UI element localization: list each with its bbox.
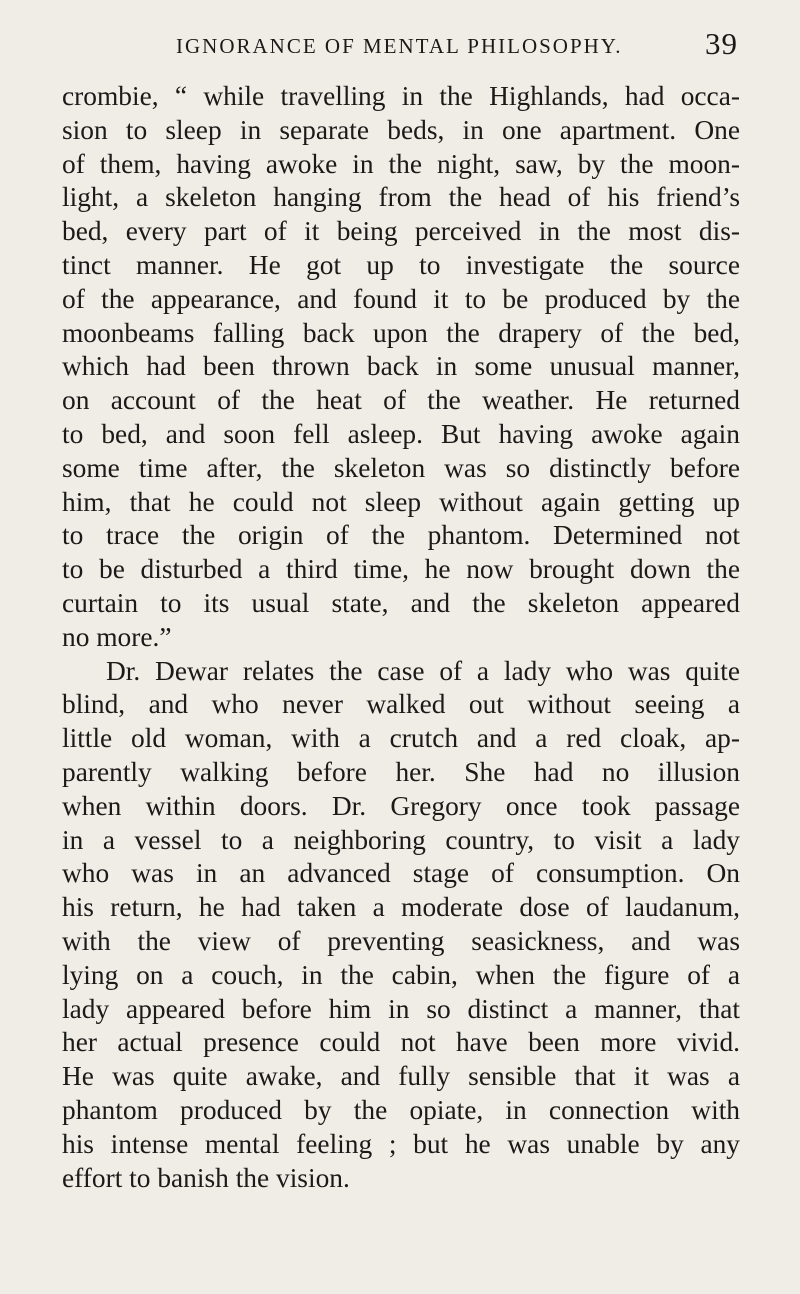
text-line: bed, every part of it being perceived in the most dis- bbox=[62, 216, 740, 247]
text-line: in a vessel to a neighboring country, to visit a lady bbox=[62, 824, 740, 855]
text-line: blind, and who never walked out without seeing a bbox=[62, 689, 740, 720]
text-line: his intense mental feeling ; but he was unable by any bbox=[62, 1128, 740, 1159]
text-line: lying on a couch, in the cabin, when the figure of a bbox=[62, 959, 740, 990]
text-line: tinct manner. He got up to investigate the source bbox=[62, 249, 740, 280]
page-number: 39 bbox=[705, 26, 738, 61]
text-line: sion to sleep in separate beds, in one apartment. One bbox=[62, 114, 740, 145]
text-line: of them, having awoke in the night, saw, by the moon- bbox=[62, 148, 740, 179]
text-line: effort to banish the vision. bbox=[62, 1162, 350, 1193]
text-line: him, that he could not sleep without again getting up bbox=[62, 486, 740, 517]
text-line: little old woman, with a crutch and a red cloak, ap- bbox=[62, 723, 740, 754]
text-line: who was in an advanced stage of consumption. On bbox=[62, 858, 740, 889]
text-line: moonbeams falling back upon the drapery of the bed, bbox=[62, 317, 740, 348]
text-line: curtain to its usual state, and the skeleton appeared bbox=[62, 587, 740, 618]
text-line: phantom produced by the opiate, in connection with bbox=[62, 1094, 740, 1125]
text-line: light, a skeleton hanging from the head of his friend’s bbox=[62, 182, 740, 213]
text-line: of the appearance, and found it to be produced by the bbox=[62, 283, 740, 314]
text-line: which had been thrown back in some unusual manner, bbox=[62, 351, 740, 382]
running-title: IGNORANCE OF MENTAL PHILOSOPHY. bbox=[176, 34, 623, 58]
paragraph-first-line: Dr. Dewar relates the case of a lady who was quite bbox=[106, 655, 740, 686]
text-line: on account of the heat of the weather. He returned bbox=[62, 385, 740, 416]
page-header bbox=[0, 22, 800, 66]
text-line: lady appeared before him in so distinct a manner, that bbox=[62, 993, 740, 1024]
text-line: He was quite awake, and fully sensible that it was a bbox=[62, 1061, 740, 1092]
text-line: when within doors. Dr. Gregory once took passage bbox=[62, 790, 740, 821]
text-line: her actual presence could not have been more vivid. bbox=[62, 1027, 740, 1058]
text-line: to be disturbed a third time, he now brought down the bbox=[62, 554, 740, 585]
text-line: some time after, the skeleton was so distinctly before bbox=[62, 452, 740, 483]
text-line: his return, he had taken a moderate dose of laudanum, bbox=[62, 892, 740, 923]
text-line: to trace the origin of the phantom. Determined not bbox=[62, 520, 740, 551]
text-line: with the view of preventing seasickness, and was bbox=[62, 925, 740, 956]
text-line: parently walking before her. She had no illusion bbox=[62, 756, 740, 787]
body-text bbox=[62, 80, 740, 1195]
text-line: no more.” bbox=[62, 621, 172, 652]
text-line: crombie, “ while travelling in the Highlands, had occa- bbox=[62, 81, 740, 111]
text-line: to bed, and soon fell asleep. But having awoke again bbox=[62, 418, 740, 449]
